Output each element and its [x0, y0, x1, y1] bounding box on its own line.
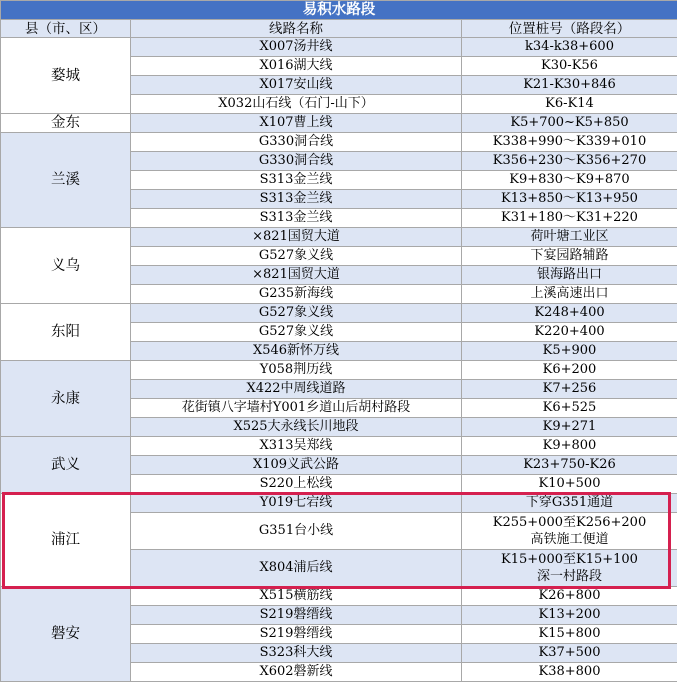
- position-line: K338+990～K339+010: [492, 134, 647, 149]
- road-name-cell: X422中周线道路: [131, 380, 462, 399]
- table-row: [1, 494, 677, 513]
- position-cell: [462, 418, 677, 437]
- road-name-cell: X007汤井线: [131, 38, 462, 57]
- road-name-cell: S220上松线: [131, 475, 462, 494]
- road-name-cell: X525大永线长川地段: [131, 418, 462, 437]
- header-position: 位置桩号（路段名）: [462, 20, 677, 38]
- position-line: K37+500: [538, 645, 601, 660]
- position-cell: [462, 285, 677, 304]
- county-cell: 磐安: [1, 587, 131, 682]
- position-cell: [462, 114, 677, 133]
- position-line: K9+830～K9+870: [509, 172, 630, 187]
- position-line: K30-K56: [541, 58, 598, 73]
- table-row: [1, 133, 677, 152]
- table-body: [1, 38, 677, 682]
- road-name-cell: ×821国贸大道: [131, 266, 462, 285]
- position-line: K6+525: [542, 400, 597, 415]
- road-name-cell: X107曹上线: [131, 114, 462, 133]
- table-row: [1, 587, 677, 606]
- road-name-cell: S323科大线: [131, 644, 462, 663]
- position-cell: [462, 663, 677, 682]
- position-line: K13+850～K13+950: [501, 191, 638, 206]
- position-line: K23+750-K26: [523, 457, 616, 472]
- position-line: K9+271: [542, 419, 597, 434]
- road-name-cell: G527象义线: [131, 247, 462, 266]
- position-cell: [462, 342, 677, 361]
- position-cell: [462, 606, 677, 625]
- position-cell: [462, 133, 677, 152]
- road-name-cell: Y019七宕线: [131, 494, 462, 513]
- road-name-cell: X109义武公路: [131, 456, 462, 475]
- road-name-cell: X313吴郑线: [131, 437, 462, 456]
- road-name-cell: S313金兰线: [131, 190, 462, 209]
- road-name-cell: G527象义线: [131, 304, 462, 323]
- position-cell: [462, 625, 677, 644]
- road-name-cell: G235新海线: [131, 285, 462, 304]
- position-cell: [462, 152, 677, 171]
- road-name-cell: 花街镇八字墙村Y001乡道山后胡村路段: [131, 399, 462, 418]
- position-line: K6-K14: [545, 96, 594, 111]
- position-cell: [462, 190, 677, 209]
- position-cell: [462, 587, 677, 606]
- table-row: [1, 38, 677, 57]
- table-row: [1, 304, 677, 323]
- position-cell: [462, 38, 677, 57]
- county-cell: 金东: [1, 114, 131, 133]
- position-cell: [462, 361, 677, 380]
- position-cell: [462, 266, 677, 285]
- road-name-cell: S313金兰线: [131, 209, 462, 228]
- table-row: [1, 361, 677, 380]
- position-line: 下宴园路辅路: [530, 248, 609, 263]
- road-name-cell: X804浦后线: [131, 550, 462, 587]
- position-line: K5+700~K5+850: [510, 115, 629, 130]
- road-name-cell: X602磐新线: [131, 663, 462, 682]
- position-cell: [462, 323, 677, 342]
- road-name-cell: G351台小线: [131, 513, 462, 550]
- position-line: K15+000至K15+100: [501, 552, 638, 567]
- position-line: K255+000至K256+200: [492, 515, 647, 530]
- position-cell: [462, 57, 677, 76]
- position-cell: [462, 644, 677, 663]
- position-line: K220+400: [534, 324, 605, 339]
- road-name-cell: G527象义线: [131, 323, 462, 342]
- road-name-cell: X017安山线: [131, 76, 462, 95]
- position-line: K248+400: [534, 305, 605, 320]
- position-line: K26+800: [538, 588, 601, 603]
- county-cell: 婺城: [1, 38, 131, 114]
- position-line: K6+200: [542, 362, 597, 377]
- county-cell: 浦江: [1, 494, 131, 587]
- position-line: 银海路出口: [536, 267, 602, 282]
- position-cell: [462, 399, 677, 418]
- road-name-cell: Y058荆历线: [131, 361, 462, 380]
- position-line: 下穿G351通道: [525, 495, 614, 510]
- position-line: k34-k38+600: [525, 39, 614, 54]
- county-cell: 永康: [1, 361, 131, 437]
- county-cell: 义乌: [1, 228, 131, 304]
- position-line: K38+800: [538, 664, 601, 679]
- position-line: K9+800: [542, 438, 597, 453]
- road-name-cell: ×821国贸大道: [131, 228, 462, 247]
- position-cell: [462, 380, 677, 399]
- position-cell: [462, 171, 677, 190]
- county-cell: 兰溪: [1, 133, 131, 228]
- position-cell: [462, 247, 677, 266]
- position-line: 高铁施工便道: [530, 532, 609, 547]
- position-cell: [462, 304, 677, 323]
- road-name-cell: G330洞合线: [131, 152, 462, 171]
- position-cell: [462, 228, 677, 247]
- position-cell: [462, 209, 677, 228]
- position-line: K356+230～K356+270: [492, 153, 647, 168]
- position-line: K7+256: [542, 381, 597, 396]
- road-name-cell: X546新怀万线: [131, 342, 462, 361]
- header-road-name: 线路名称: [131, 20, 462, 38]
- road-name-cell: X016湖大线: [131, 57, 462, 76]
- table-row: [1, 228, 677, 247]
- road-name-cell: G330洞合线: [131, 133, 462, 152]
- position-cell: [462, 475, 677, 494]
- road-name-cell: X515横筋线: [131, 587, 462, 606]
- position-cell: [462, 513, 677, 550]
- table-row: [1, 114, 677, 133]
- position-cell: [462, 437, 677, 456]
- road-name-cell: S219磐缙线: [131, 606, 462, 625]
- position-line: K31+180～K31+220: [501, 210, 638, 225]
- position-line: K15+800: [538, 626, 601, 641]
- position-line: 上溪高速出口: [530, 286, 609, 301]
- position-cell: [462, 550, 677, 587]
- header-county: 县（市、区）: [1, 20, 131, 38]
- position-line: K21-K30+846: [523, 77, 616, 92]
- position-cell: [462, 456, 677, 475]
- position-cell: [462, 95, 677, 114]
- county-cell: 武义: [1, 437, 131, 494]
- position-line: 深一村路段: [536, 569, 602, 584]
- table-row: [1, 437, 677, 456]
- position-line: K5+900: [542, 343, 597, 358]
- position-cell: [462, 76, 677, 95]
- road-name-cell: X032山石线（石门-山下）: [131, 95, 462, 114]
- position-cell: [462, 494, 677, 513]
- position-line: K13+200: [538, 607, 601, 622]
- county-cell: 东阳: [1, 304, 131, 361]
- position-line: 荷叶塘工业区: [530, 229, 609, 244]
- table-title: 易积水路段: [1, 1, 677, 20]
- road-name-cell: S219磐缙线: [131, 625, 462, 644]
- position-line: K10+500: [538, 476, 601, 491]
- road-name-cell: S313金兰线: [131, 171, 462, 190]
